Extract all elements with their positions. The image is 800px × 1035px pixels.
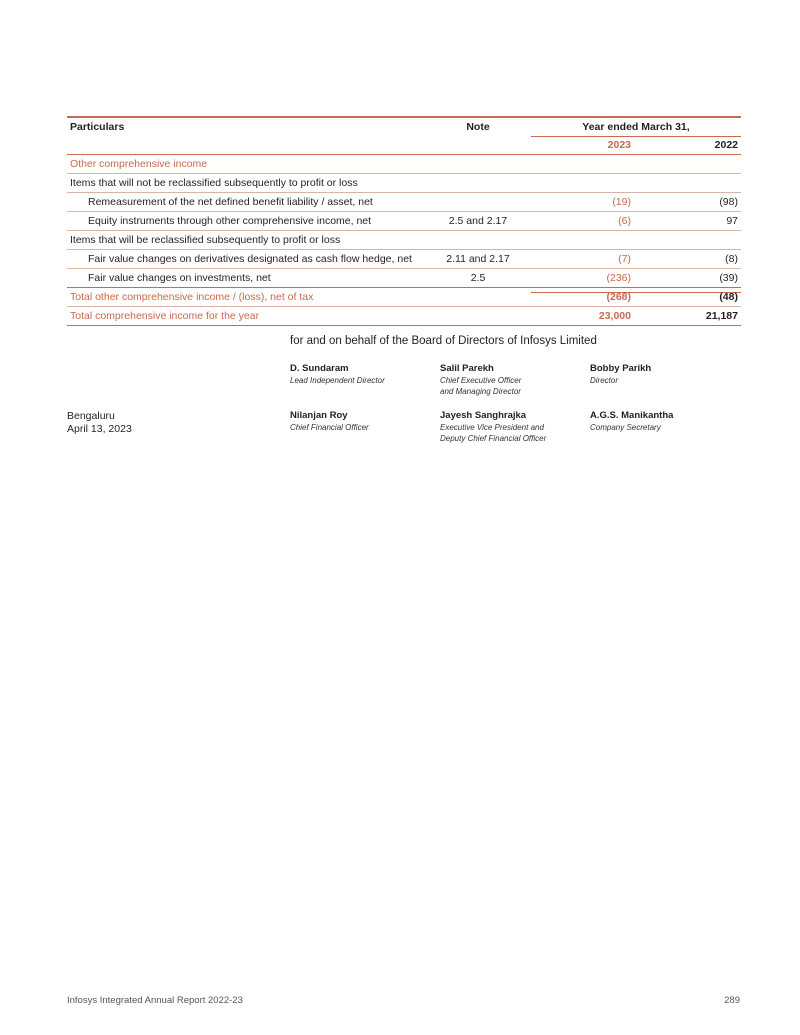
signatory-title-2: Deputy Chief Financial Officer — [440, 434, 547, 443]
table-row — [67, 231, 741, 250]
table-row — [67, 155, 741, 174]
row-particulars: Remeasurement of the net defined benefit liability / asset, net — [88, 196, 373, 208]
footer-report-title: Infosys Integrated Annual Report 2022-23 — [67, 995, 243, 1006]
date: April 13, 2023 — [67, 423, 132, 435]
row-note: 2.5 and 2.17 — [448, 215, 508, 227]
table-total-row — [67, 307, 741, 325]
signatory-title: Lead Independent Director — [290, 376, 385, 385]
signatory-name: Nilanjan Roy — [290, 410, 348, 421]
row-value-2023: (7) — [618, 253, 631, 265]
row-value-2022: (8) — [725, 253, 738, 265]
row-particulars: Other comprehensive income — [70, 158, 208, 170]
signatory-name: Jayesh Sanghrajka — [440, 410, 527, 421]
table-row — [67, 212, 741, 231]
signatory-title: Chief Financial Officer — [290, 423, 369, 432]
financial-table — [67, 116, 741, 325]
signatory-name: Bobby Parikh — [590, 363, 652, 374]
row-value-2022: (48) — [719, 291, 738, 303]
signatory-title: Company Secretary — [590, 423, 661, 432]
table-row — [67, 250, 741, 269]
row-note: 2.5 — [470, 272, 486, 284]
table-row — [67, 174, 741, 193]
signatory-title: Director — [590, 376, 619, 385]
table-total-row — [67, 288, 741, 307]
row-particulars: Items that will not be reclassified subsequently to profit or loss — [70, 177, 358, 189]
row-particulars: Total other comprehensive income / (loss), net of tax — [70, 291, 314, 303]
row-value-2022: 21,187 — [705, 310, 738, 322]
place: Bengaluru — [67, 410, 115, 422]
header-year-ended: Year ended March 31, — [582, 121, 690, 133]
row-value-2023: (19) — [612, 196, 631, 208]
signatory — [290, 410, 369, 433]
place-date-block — [67, 410, 132, 436]
signatory-name: Salil Parekh — [440, 363, 494, 374]
signatory — [590, 363, 651, 386]
header-note: Note — [466, 121, 490, 133]
row-particulars: Total comprehensive income for the year — [70, 310, 260, 322]
header-2023: 2023 — [607, 139, 631, 151]
signatory-title: Executive Vice President and — [440, 423, 544, 432]
signatory — [590, 410, 673, 433]
table-row — [67, 193, 741, 212]
signatory — [440, 363, 521, 397]
row-value-2023: (236) — [606, 272, 631, 284]
row-value-2022: (98) — [719, 196, 738, 208]
table-year-row — [67, 136, 741, 155]
row-value-2022: 97 — [726, 215, 738, 227]
signatory — [440, 410, 546, 444]
row-note: 2.11 and 2.17 — [446, 253, 510, 265]
row-value-2023: 23,000 — [598, 310, 631, 322]
signatory-name: A.G.S. Manikantha — [590, 410, 674, 421]
table-bottom-rule — [67, 325, 741, 327]
row-value-2022: (39) — [719, 272, 738, 284]
header-2022: 2022 — [714, 139, 738, 151]
row-value-2023: (6) — [618, 215, 631, 227]
row-particulars: Fair value changes on investments, net — [88, 272, 271, 284]
row-particulars: Fair value changes on derivatives designated as cash flow hedge, net — [88, 253, 412, 265]
row-value-2023: (268) — [606, 291, 631, 303]
signatory-title-2: and Managing Director — [440, 387, 521, 396]
signatory-name: D. Sundaram — [290, 363, 349, 374]
signatory — [290, 363, 385, 386]
board-statement: for and on behalf of the Board of Directors of Infosys Limited — [290, 335, 597, 347]
table-header-row — [67, 118, 741, 136]
row-particulars: Items that will be reclassified subsequently to profit or loss — [70, 234, 341, 246]
header-particulars: Particulars — [70, 121, 125, 133]
table-row — [67, 269, 741, 288]
signatory-title: Chief Executive Officer — [440, 376, 522, 385]
page-number: 289 — [724, 995, 740, 1006]
row-particulars: Equity instruments through other comprehensive income, net — [88, 215, 372, 227]
